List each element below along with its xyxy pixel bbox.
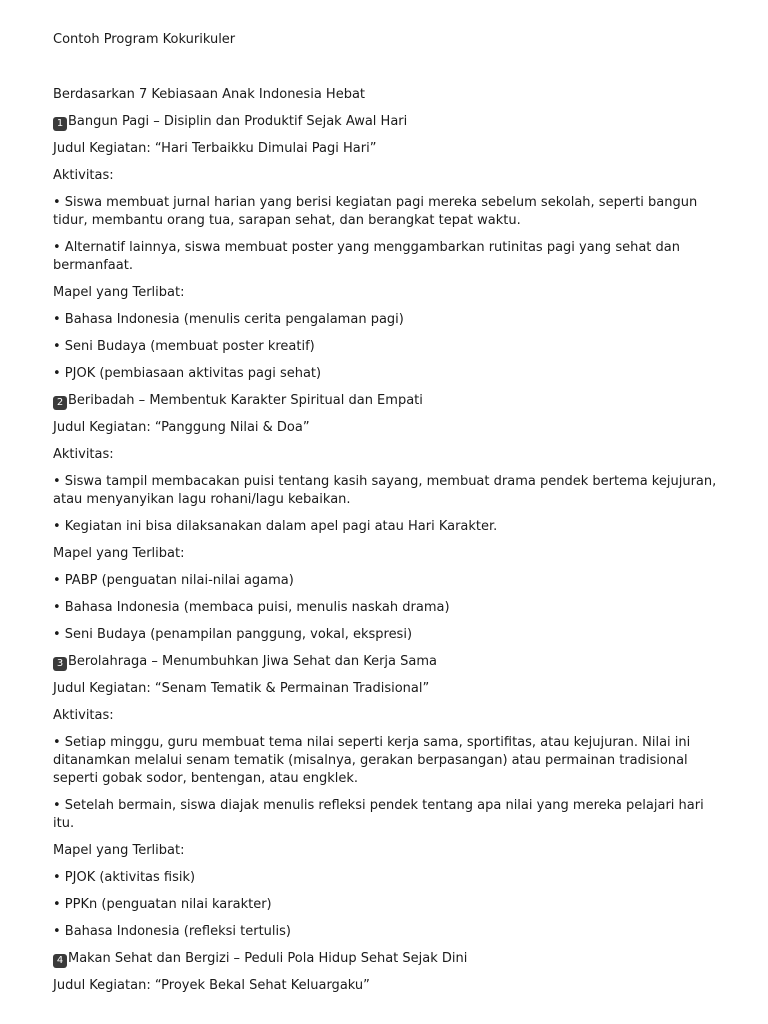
subject-item: • Bahasa Indonesia (membaca puisi, menulis naskah drama) (53, 600, 450, 615)
section-heading-text: Beribadah – Membentuk Karakter Spiritual dan Empati (68, 393, 423, 408)
activity-item: • Kegiatan ini bisa dilaksanakan dalam apel pagi atau Hari Karakter. (53, 519, 498, 534)
activity-item: • Setiap minggu, guru membuat tema nilai seperti kerja sama, sportifitas, atau kejujuran. Nilai ini ditanamkan melalui senam tematik (misalnya, gerakan berpasangan) atau permainan tradisional seperti gobak sodor, bentengan, atau engklek. (53, 735, 691, 786)
subject-item: • PABP (penguatan nilai-nilai agama) (53, 573, 294, 588)
section-heading (53, 113, 723, 131)
number-badge-icon: 2 (53, 396, 67, 410)
activity-title: Judul Kegiatan: “Senam Tematik & Permainan Tradisional” (53, 681, 430, 696)
subject-item: • PJOK (aktivitas fisik) (53, 870, 196, 885)
subject-item: • PJOK (pembiasaan aktivitas pagi sehat) (53, 366, 322, 381)
activity-title: Judul Kegiatan: “Panggung Nilai & Doa” (53, 420, 310, 435)
subjects-label: Mapel yang Terlibat: (53, 546, 185, 561)
section-heading-text: Makan Sehat dan Bergizi – Peduli Pola Hidup Sehat Sejak Dini (68, 951, 468, 966)
subject-item: • Bahasa Indonesia (refleksi tertulis) (53, 924, 291, 939)
activity-title: Judul Kegiatan: “Proyek Bekal Sehat Keluargaku” (53, 978, 370, 993)
section-heading-text: Berolahraga – Menumbuhkan Jiwa Sehat dan Kerja Sama (68, 654, 437, 669)
section-heading-text: Bangun Pagi – Disiplin dan Produktif Sejak Awal Hari (68, 114, 408, 129)
document-intro: Berdasarkan 7 Kebiasaan Anak Indonesia Hebat (53, 87, 366, 102)
activity-item: • Siswa membuat jurnal harian yang berisi kegiatan pagi mereka sebelum sekolah, seperti bangun tidur, membantu orang tua, sarapan sehat, dan berangkat tepat waktu. (53, 195, 698, 228)
activities-label: Aktivitas: (53, 168, 114, 183)
activities-label: Aktivitas: (53, 447, 114, 462)
activity-item: • Siswa tampil membacakan puisi tentang kasih sayang, membuat drama pendek bertema kejujuran, atau menyanyikan lagu rohani/lagu kebaikan. (53, 474, 717, 507)
number-badge-icon: 4 (53, 954, 67, 968)
document-title: Contoh Program Kokurikuler (53, 32, 236, 47)
activities-label: Aktivitas: (53, 708, 114, 723)
document (53, 31, 723, 1004)
subject-item: • Bahasa Indonesia (menulis cerita pengalaman pagi) (53, 312, 404, 327)
subjects-label: Mapel yang Terlibat: (53, 843, 185, 858)
section-heading (53, 392, 723, 410)
subject-item: • Seni Budaya (penampilan panggung, vokal, ekspresi) (53, 627, 413, 642)
activity-item: • Setelah bermain, siswa diajak menulis refleksi pendek tentang apa nilai yang mereka pelajari hari itu. (53, 798, 704, 831)
subjects-label: Mapel yang Terlibat: (53, 285, 185, 300)
section-heading (53, 950, 723, 968)
number-badge-icon: 1 (53, 117, 67, 131)
subject-item: • Seni Budaya (membuat poster kreatif) (53, 339, 315, 354)
number-badge-icon: 3 (53, 657, 67, 671)
activity-item: • Alternatif lainnya, siswa membuat poster yang menggambarkan rutinitas pagi yang sehat dan bermanfaat. (53, 240, 680, 273)
sections (53, 113, 723, 995)
section-heading (53, 653, 723, 671)
activity-title: Judul Kegiatan: “Hari Terbaikku Dimulai Pagi Hari” (53, 141, 377, 156)
subject-item: • PPKn (penguatan nilai karakter) (53, 897, 272, 912)
